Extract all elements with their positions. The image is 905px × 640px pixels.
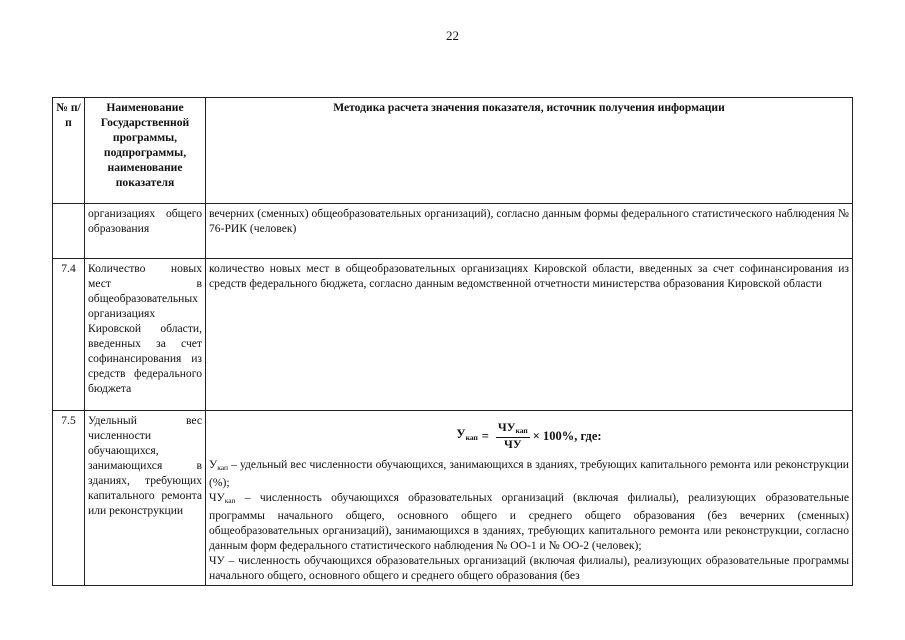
row-method — [206, 411, 853, 586]
row-name: Количество новых мест в общеобразовательных организациях Кировской области, введенных за счет софинансирования из средств федерального бюджета — [85, 259, 206, 411]
page-number: 22 — [446, 28, 459, 43]
row-method: вечерних (сменных) общеобразовательных организаций), согласно данным формы федерального статистического наблюдения № 76-РИК (человек) — [206, 204, 853, 259]
table-row — [53, 259, 853, 411]
row-num — [53, 204, 85, 259]
header-num: № п/п — [53, 98, 85, 204]
row-num: 7.5 — [53, 411, 85, 586]
formula-lhs: $У_{кап}$ — [456, 427, 478, 442]
definition-item: $У_{кап}$ – удельный вес численности обучающихся, занимающихся в зданиях, требующих капитального ремонта или реконструкции (%); — [209, 458, 849, 489]
row-name: Удельный вес численности обучающихся, занимающихся в зданиях, требующих капитального ремонта или реконструкции — [85, 411, 206, 586]
definition-item: $ЧУ_{кап}$ – численность обучающихся образовательных организаций (включая филиалы), реализующих образовательные программы начального общего, основного общего и среднего общего образования (без вечерних (сменных) общеобразовательных организаций), занимающихся в зданиях, требующих капитального ремонта или реконструкции, согласно данным форм федерального статистического наблюдения № ОО-1 и № ОО-2 (человек); — [209, 491, 849, 552]
header-method: Методика расчета значения показателя, источник получения информации — [206, 98, 853, 204]
table-row — [53, 204, 853, 259]
formula-fraction: $\frac{ЧУ_{кап}}{ЧУ}$ — [497, 420, 528, 451]
header-name: Наименование Государственной программы, подпрограммы, наименование показателя — [85, 98, 206, 204]
table-row — [53, 411, 853, 586]
indicator-table — [52, 97, 853, 586]
formula: $У_{кап}$ = $\frac{ЧУ_{кап}}{ЧУ}$ × 100%, где: — [456, 420, 602, 451]
row-num: 7.4 — [53, 259, 85, 411]
row-method: количество новых мест в общеобразовательных организациях Кировской области, введенных за счет софинансирования из средств федерального бюджета, согласно данным ведомственной отчетности министерства образования Кировской области — [206, 259, 853, 411]
row-name: организациях общего образования — [85, 204, 206, 259]
table-header-row — [53, 98, 853, 204]
definition-item: ЧУ – численность обучающихся образовательных организаций (включая филиалы), реализующих образовательные программы начального общего, основного общего и среднего общего образования (без — [209, 554, 849, 582]
formula-tail: × 100%, где: — [532, 428, 602, 443]
